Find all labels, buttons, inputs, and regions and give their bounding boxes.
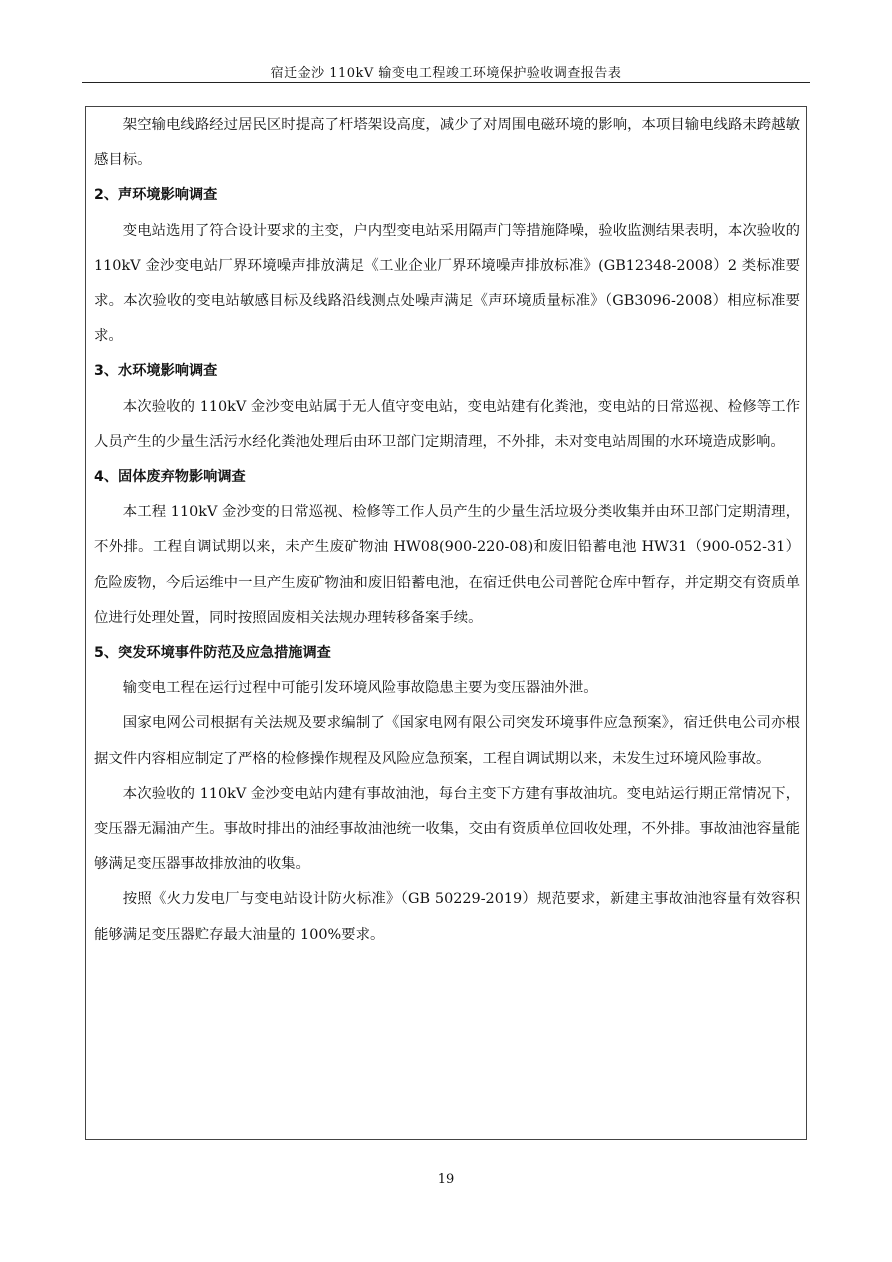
section-heading-solid-waste: 4、固体废弃物影响调查 [94,469,246,486]
paragraph-emergency-plan: 国家电网公司根据有关法规及要求编制了《国家电网有限公司突发环境事件应急预案》，宿迁供电公司亦根据文件内容相应制定了严格的检修操作规程及风险应急预案，工程自调试期以来，未发生过环境风险事故。 [94,715,800,767]
report-header-title: 宿迁金沙 110kV 输变电工程竣工环境保护验收调查报告表 [270,66,622,81]
paragraph-water: 本次验收的 110kV 金沙变电站属于无人值守变电站，变电站建有化粪池，变电站的日常巡视、检修等工作人员产生的少量生活污水经化粪池处理后由环卫部门定期清理，不外排，未对变电站周围的水环境造成影响。 [94,398,800,450]
paragraph-emergency-risk: 输变电工程在运行过程中可能引发环境风险事故隐患主要为变压器油外泄。 [122,680,598,697]
paragraph-fire-standard: 按照《火力发电厂与变电站设计防火标准》（GB 50229-2019）规范要求，新建主事故油池容量有效容积能够满足变压器贮存最大油量的 100%要求。 [94,891,800,943]
report-body [94,108,800,953]
section-heading-emergency: 5、突发环境事件防范及应急措施调查 [94,645,331,662]
paragraph-oil-pool: 本次验收的 110kV 金沙变电站内建有事故油池，每台主变下方建有事故油坑。变电站运行期正常情况下，变压器无漏油产生。事故时排出的油经事故油池统一收集，交由有资质单位回收处理，不外排。事故油池容量能够满足变压器事故排放油的收集。 [94,785,800,873]
section-heading-noise: 2、声环境影响调查 [94,187,218,204]
paragraph-line-route: 架空输电线路经过居民区时提高了杆塔架设高度，减少了对周围电磁环境的影响，本项目输电线路未跨越敏感目标。 [94,117,800,169]
paragraph-noise: 变电站选用了符合设计要求的主变，户内型变电站采用隔声门等措施降噪，验收监测结果表明，本次验收的 110kV 金沙变电站厂界环境噪声排放满足《工业企业厂界环境噪声排放标准》(GB12348-2008）2 类标准要求。本次验收的变电站敏感目标及线路沿线测点处噪声满足《声环境质量标准》（GB3096-2008）相应标准要求。 [94,222,800,345]
section-heading-water: 3、水环境影响调查 [94,363,218,380]
paragraph-solid-waste: 本工程 110kV 金沙变的日常巡视、检修等工作人员产生的少量生活垃圾分类收集并由环卫部门定期清理，不外排。工程自调试期以来，未产生废矿物油 HW08(900-220-08)和废旧铅蓄电池 HW31（900-052-31）危险废物，今后运维中一旦产生废矿物油和废旧铅蓄电池，在宿迁供电公司普陀仓库中暂存，并定期交有资质单位进行处理处置，同时按照固废相关法规办理转移备案手续。 [94,504,800,626]
header-divider [82,82,810,83]
page-number: 19 [437,1172,455,1187]
